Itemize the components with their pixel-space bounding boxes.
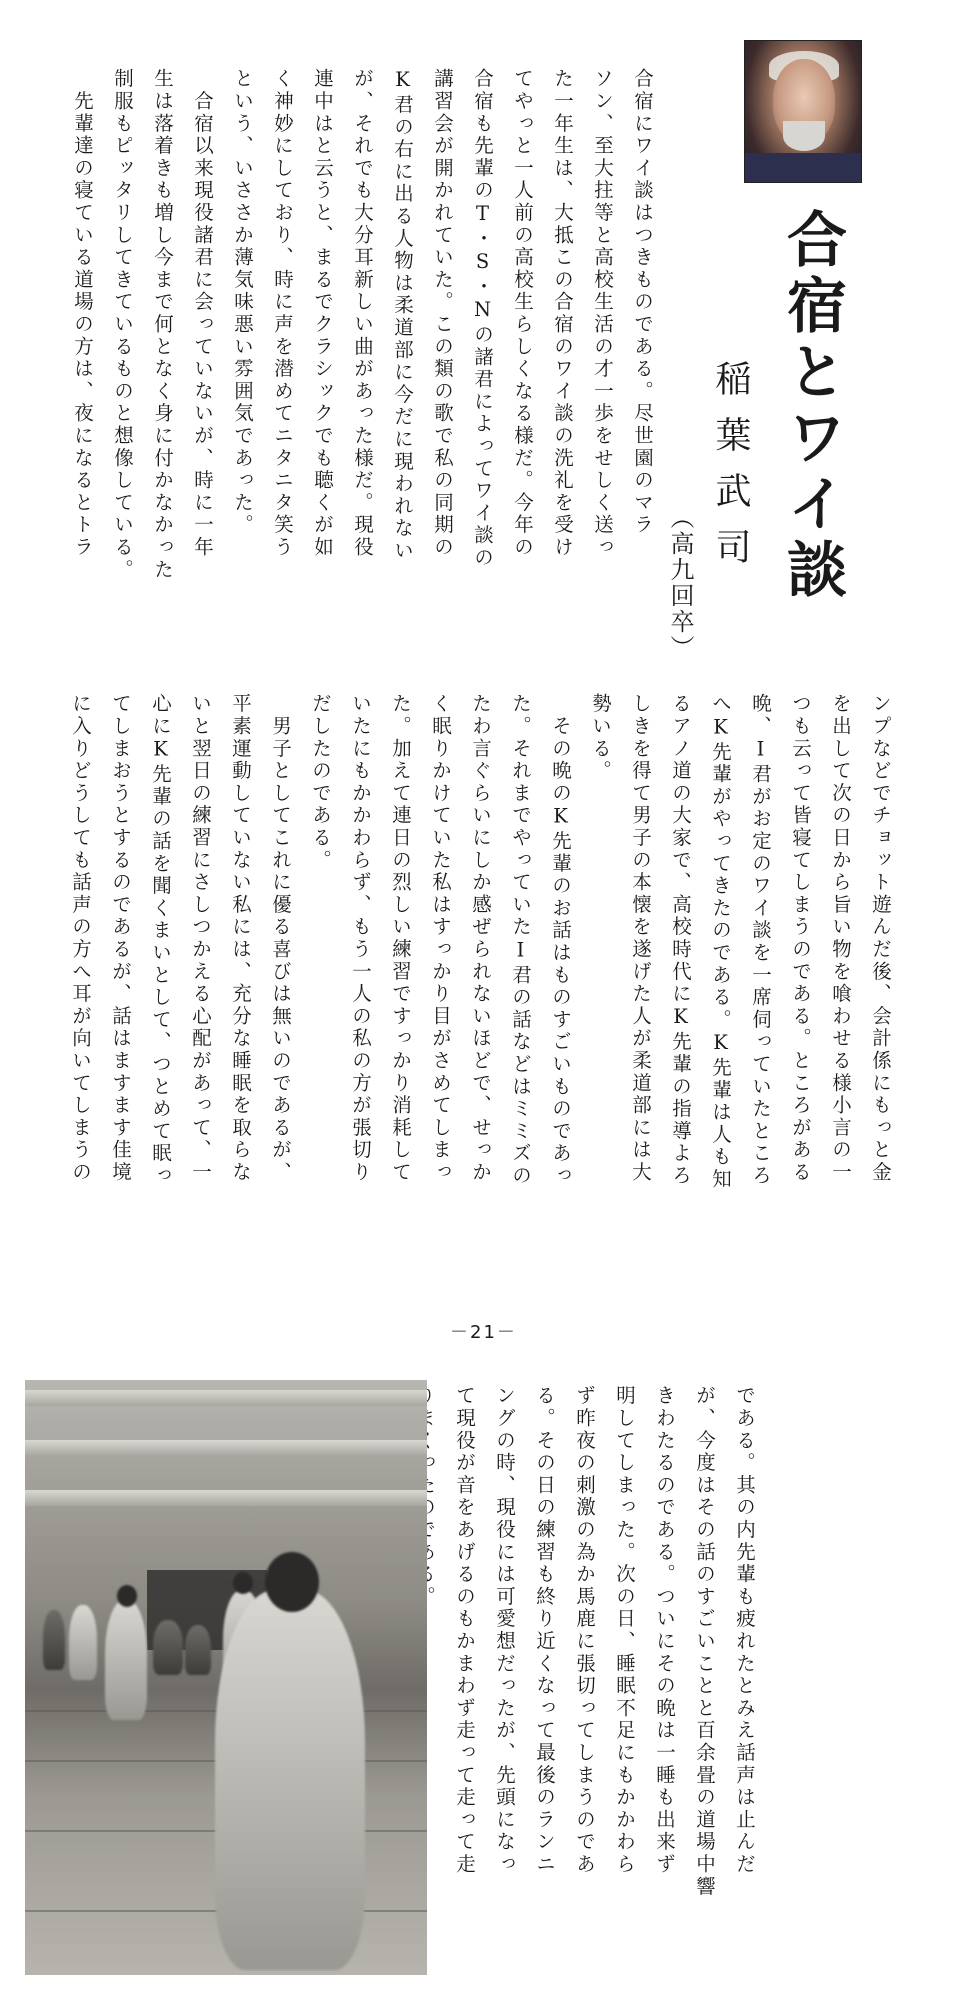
runner-figure [153,1620,183,1675]
runner-figure [185,1625,211,1675]
runner-head [233,1572,253,1594]
runner-head [117,1585,137,1607]
body-text-section-2: ンプなどでチョット遊んだ後、会計係にもっと金 を出して次の日から旨い物を喰わせる様小言の一 つも云って皆寝てしまうのである。ところがある 晩、I君がお定のワイ談を一席伺っていたところ へK先輩がやってきたのである。K先輩は人も知 るアノ道の大家で、高校時代にK先輩の指導よろ しきを得て男子の本懐を遂げた人が柔道部には大 勢いる。 その晩のK先輩のお話はものすごいものであっ た。それまでやっていたI君の話などはミミズの たわ言ぐらいにしか感ぜられないほどで、せっか く眠りかけていた私はすっかり目がさめてしまっ た。加えて連日の烈しい練習ですっかり消耗して いたにもかかわらず、もう一人の私の方が張切り だしたのである。 男子としてこれに優る喜びは無いのであるが、 平素運動していない私には、充分な睡眠を取らな いと翌日の練習にさしつかえる心配があって、一 心にK先輩の話を聞くまいとして、つとめて眠っ てしまおうとするのであるが、話はますます佳境 に入りどうしても話声の方へ耳が向いてしまうの [69,693,892,1191]
body-text-section-3: である。其の内先輩も疲れたとみえ話声は止んだ が、今度はその話のすごいことと百余畳の道場中響 きわたるのである。ついにその晩は一睡も出来ず 明してしまった。次の日、睡眠不足にもかかわら ず昨夜の刺激の為か馬鹿に張切ってしまうのであ る。その日の練習も終り近くなって最後のランニ ングの時、現役には可愛想だったが、先頭になっ て現役が音をあげるのもかまわず走って走って走 [453,1385,756,1898]
runner-figure [69,1605,97,1680]
page-number: －21－ [450,1322,517,1343]
author-photo [744,40,862,183]
ceiling-beam [25,1390,427,1406]
author-shirt [745,153,862,183]
ceiling-beam [25,1490,427,1506]
article-title: 合宿とワイ談 [777,208,847,604]
foreground-runner-head [265,1552,319,1612]
body-text-section-1: 合宿にワイ談はつきものである。尽世園のマラ ソン、至大拄等と高校生活の才一歩をせしく送っ た一年生は、大抵この合宿のワイ談の洗礼を受け てやっと一人前の高校生らしくなる様だ。今年の 合宿も先輩のT・S・Nの諸君によってワイ談の 講習会が開かれていた。この類の歌で私の同期の K君の右に出る人物は柔道部に今だに現われない が、それでも大分耳新しい曲があった様だ。現役 連中はと云うと、まるでクラシックでも聴くが如 く神妙にしており、時に声を潜めてニタニタ笑う という、いささか薄気味悪い雰囲気であった。 合宿以来現役諸君に会っていないが、時に一年 生は落着きも増し今まで何となく身に付かなかった 制服もピッタリしてきているものと想像している。 先輩達の寝ている道場の方は、夜になるとトラ [71,68,654,581]
foreground-runner [215,1590,365,1970]
author-name: 稲葉武司 [710,360,751,584]
runner-figure [105,1600,147,1720]
author-class: （高九回卒） [666,505,694,661]
dojo-running-photo [25,1380,427,1975]
runner-figure [43,1610,65,1670]
ceiling-beam [25,1440,427,1456]
author-beard [783,121,825,151]
